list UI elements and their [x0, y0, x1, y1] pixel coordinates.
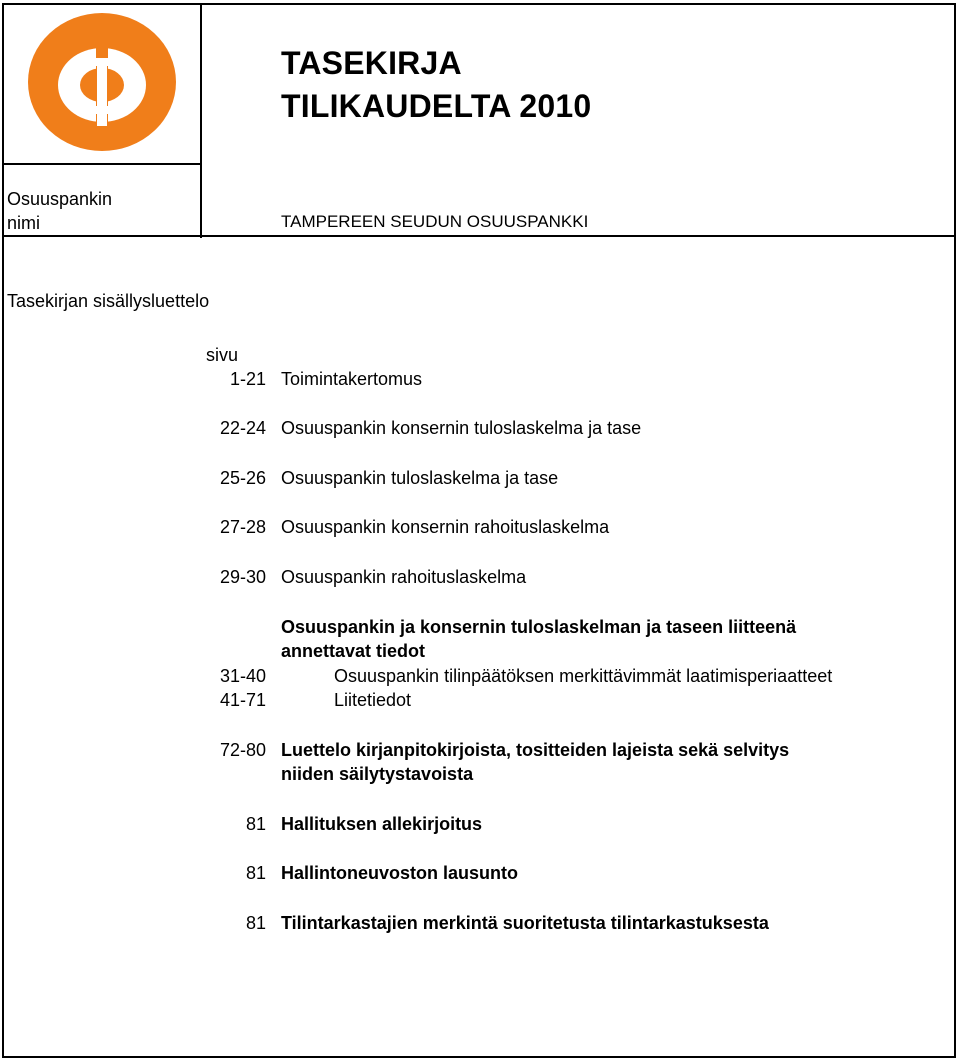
toc-entry-title: Osuuspankin tilinpäätöksen merkittävimmät laatimisperiaatteet: [334, 666, 833, 686]
toc-entry-title: Liitetiedot: [334, 690, 412, 710]
toc-entry-pages: 81: [245, 863, 266, 883]
toc-entry-title: Hallintoneuvoston lausunto: [281, 863, 518, 883]
toc-entry-pages: 27-28: [219, 517, 266, 537]
toc-entry-title: Tilintarkastajien merkintä suoritetusta tilintarkastuksesta: [281, 913, 769, 933]
toc-entry-pages: 22-24: [219, 418, 266, 438]
document-title-line-2: TILIKAUDELTA 2010: [281, 88, 592, 124]
toc-section-title: Osuuspankin ja konsernin tuloslaskelman ja taseen liitteenä annettavat tiedot: [281, 617, 797, 661]
page-column-label: sivu: [206, 345, 239, 365]
toc-entry-pages: 29-30: [219, 567, 266, 587]
toc-entry-pages: 31-40: [219, 666, 266, 686]
toc-entry-pages: 81: [245, 814, 266, 834]
toc-entry-pages: 1-21: [229, 369, 266, 389]
bank-name: TAMPEREEN SEUDUN OSUUSPANKKI: [281, 212, 589, 231]
toc-entry-title: Luettelo kirjanpitokirjoista, tositteiden lajeista sekä selvitys niiden säilytystavoista: [281, 740, 790, 784]
toc-entry-pages: 25-26: [219, 468, 266, 488]
toc-heading: Tasekirjan sisällysluettelo: [7, 291, 210, 311]
toc-entry-title: Osuuspankin konsernin rahoituslaskelma: [281, 517, 610, 537]
bank-name-label: Osuuspankin nimi: [7, 189, 113, 233]
logo-divider: [2, 163, 202, 165]
toc-entry-pages: 81: [245, 913, 266, 933]
op-logo-icon: [27, 12, 177, 152]
toc-entry-title: Osuuspankin konsernin tuloslaskelma ja tase: [281, 418, 642, 438]
toc-entry-pages: 41-71: [219, 690, 266, 710]
toc-entry-title: Osuuspankin tuloslaskelma ja tase: [281, 468, 559, 488]
toc-entry-title: Toimintakertomus: [281, 369, 423, 389]
header-divider-vertical: [200, 3, 202, 238]
toc-entry-title: Osuuspankin rahoituslaskelma: [281, 567, 527, 587]
toc-entry-title: Hallituksen allekirjoitus: [281, 814, 483, 834]
toc-entry-pages: 72-80: [219, 740, 266, 760]
document-title-line-1: TASEKIRJA: [281, 45, 462, 81]
header-divider-horizontal: [2, 235, 956, 237]
